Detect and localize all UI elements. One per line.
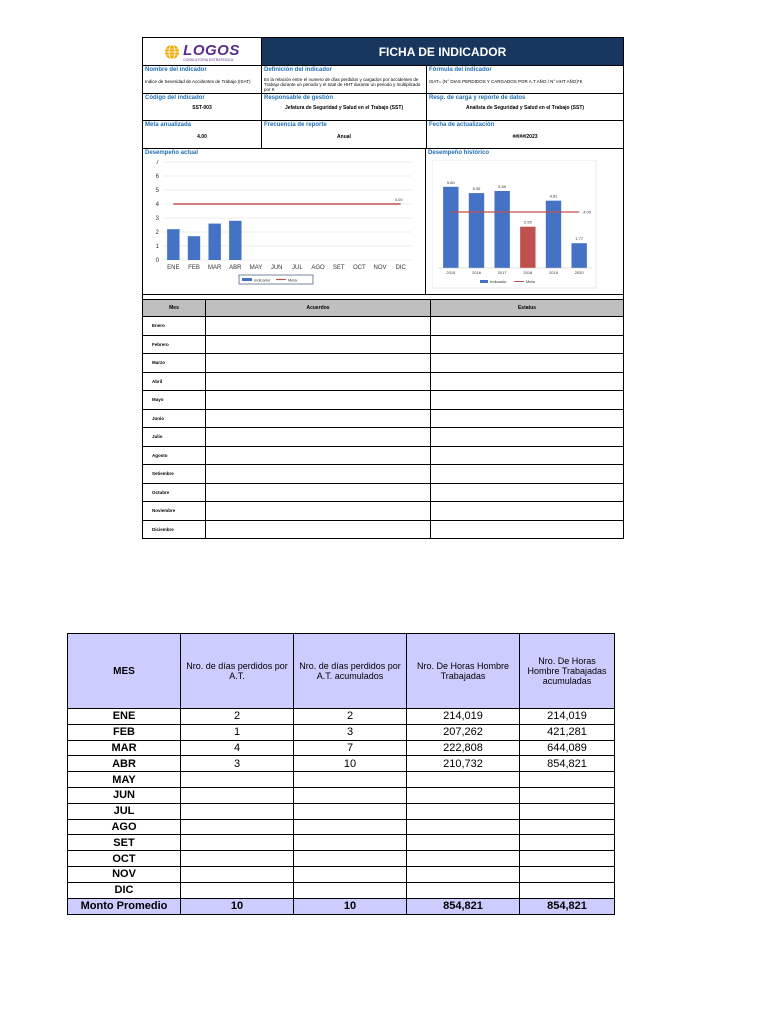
bar [469, 193, 484, 268]
bar-data-label: 5.80 [446, 179, 455, 185]
legend-label-meta: Meta [288, 277, 297, 283]
logo [143, 38, 262, 65]
detalle-header-hht-acum: Nro. De Horas Hombre Trabajadas acumuladas [520, 634, 615, 709]
acuerdos-cell[interactable] [206, 354, 431, 373]
x-tick-label: OCT [352, 265, 366, 271]
acuerdos-month: Julio [143, 428, 206, 447]
detalle-header-dias: Nro. de días perdidos por A.T. [181, 634, 294, 709]
y-tick-label: 6 [155, 174, 159, 180]
acuerdos-header-mes: Mes [143, 300, 206, 317]
fecha-label: Fecha de actualización [429, 122, 495, 128]
detalle-cell [294, 772, 407, 788]
acuerdos-row [143, 372, 624, 391]
acuerdos-row [143, 391, 624, 410]
bar [546, 201, 561, 268]
nombre-value: Indice de Severidad de Accidentes de Trabajo (ISAT) [145, 79, 251, 84]
acuerdos-month: Noviembre [143, 502, 206, 521]
x-tick-label: AGO [311, 265, 325, 271]
desempeno-historico-cell [426, 149, 623, 294]
detalle-cell [181, 787, 294, 803]
detalle-cell [520, 803, 615, 819]
acuerdos-month: Febrero [143, 335, 206, 354]
acuerdos-row [143, 317, 624, 336]
acuerdos-cell[interactable] [206, 317, 431, 336]
detalle-cell: 2 [294, 709, 407, 725]
charts-row [142, 149, 624, 295]
acuerdos-month: Agosto [143, 446, 206, 465]
detalle-row [68, 772, 615, 788]
acuerdos-cell[interactable] [206, 391, 431, 410]
estatus-cell[interactable] [431, 483, 624, 502]
frecuencia-value: Anual [337, 134, 351, 140]
nombre-cell [143, 66, 262, 93]
total-label: Monto Promedio [68, 898, 181, 914]
detalle-row [68, 835, 615, 851]
detalle-row [68, 787, 615, 803]
detalle-row [68, 866, 615, 882]
acuerdos-row [143, 502, 624, 521]
definicion-label: Definición del indicador [264, 67, 333, 73]
detalle-header-hht: Nro. De Horas Hombre Trabajadas [407, 634, 520, 709]
formula-cell [427, 66, 623, 93]
x-tick-label: 2016 [472, 270, 481, 275]
sheet-title: FICHA DE INDICADOR [262, 38, 623, 65]
bar [494, 191, 509, 268]
x-tick-label: 2018 [523, 270, 533, 275]
indicator-sheet [142, 37, 624, 539]
x-tick-label: ABR [229, 265, 242, 271]
detalle-cell [520, 819, 615, 835]
detalle-cell [407, 866, 520, 882]
estatus-cell[interactable] [431, 372, 624, 391]
acuerdos-cell[interactable] [206, 335, 431, 354]
estatus-cell[interactable] [431, 446, 624, 465]
carga-label: Resp. de carga y reporte de datos [429, 95, 526, 101]
info-row-1 [142, 66, 624, 94]
estatus-cell[interactable] [431, 520, 624, 539]
detalle-cell [294, 882, 407, 898]
historical-performance-chart [432, 160, 598, 290]
detalle-cell [520, 835, 615, 851]
detalle-cell: 2 [181, 709, 294, 725]
detalle-row [68, 819, 615, 835]
acuerdos-month: Abril [143, 372, 206, 391]
detalle-row [68, 803, 615, 819]
detalle-cell: 854,821 [520, 756, 615, 772]
meta-value: 4.00 [197, 134, 207, 140]
bar [167, 229, 179, 260]
detalle-header-dias-acum: Nro. de días perdidos por A.T. acumulados [294, 634, 407, 709]
x-tick-label: MAR [207, 265, 222, 271]
bar [443, 187, 458, 268]
detalle-total-row [68, 898, 615, 914]
meta-label: Meta anualizada [145, 122, 192, 128]
detalle-month: NOV [68, 866, 181, 882]
y-tick-label: 5 [155, 188, 159, 194]
acuerdos-cell[interactable] [206, 372, 431, 391]
detalle-cell [181, 819, 294, 835]
formula-label: Fórmula del indicador [429, 67, 492, 73]
detalle-cell [407, 851, 520, 867]
acuerdos-month: Diciembre [143, 520, 206, 539]
desempeno-historico-label: Desempeño histórico [428, 150, 490, 156]
acuerdos-cell[interactable] [206, 483, 431, 502]
detalle-cell [407, 803, 520, 819]
formula-value: ISAT= (N° DIAS PERDIDOS Y CARGADOS POR A.T AÑO / N° HHT AÑO)*K [429, 79, 583, 84]
detalle-cell [294, 835, 407, 851]
acuerdos-row [143, 354, 624, 373]
detalle-cell: 214,019 [520, 709, 615, 725]
detalle-cell [520, 772, 615, 788]
codigo-cell [143, 94, 262, 120]
acuerdos-month: Enero [143, 317, 206, 336]
detalle-cell [520, 866, 615, 882]
legend-swatch-indicador [480, 280, 488, 283]
detalle-cell: 644,089 [520, 740, 615, 756]
bar-data-label: 5.50 [498, 184, 507, 189]
acuerdos-header-acuerdos: Acuerdos [206, 300, 431, 317]
detalle-cell: 3 [181, 756, 294, 772]
fecha-cell [427, 121, 623, 148]
total-cell: 10 [294, 898, 407, 914]
detalle-row [68, 851, 615, 867]
detalle-cell [294, 819, 407, 835]
acuerdos-month: Mayo [143, 391, 206, 410]
detalle-row [68, 709, 615, 725]
legend-swatch-indicador [242, 278, 252, 281]
current-performance-chart [149, 160, 419, 292]
acuerdos-month: Octubre [143, 483, 206, 502]
legend-label-indicador: Indicador [254, 277, 271, 283]
estatus-cell[interactable] [431, 317, 624, 336]
legend-label-meta: Meta [526, 279, 535, 284]
x-tick-label: ENE [167, 265, 180, 271]
detalle-cell: 421,281 [520, 724, 615, 740]
y-tick-label: 4 [155, 202, 159, 208]
estatus-cell[interactable] [431, 428, 624, 447]
acuerdos-cell[interactable] [206, 409, 431, 428]
detalle-cell: 207,262 [407, 724, 520, 740]
detalle-cell: 10 [294, 756, 407, 772]
acuerdos-row [143, 465, 624, 484]
acuerdos-cell[interactable] [206, 465, 431, 484]
total-cell: 854,821 [407, 898, 520, 914]
detalle-month: FEB [68, 724, 181, 740]
detalle-row [68, 724, 615, 740]
x-tick-label: JUL [291, 265, 303, 271]
bar-data-label: 4.81 [549, 193, 558, 199]
x-tick-label: MAY [249, 265, 263, 271]
detalle-cell: 222,808 [407, 740, 520, 756]
acuerdos-row [143, 409, 624, 428]
carga-cell [427, 94, 623, 120]
detalle-cell: 1 [181, 724, 294, 740]
detalle-table [67, 633, 615, 915]
detalle-cell [294, 787, 407, 803]
x-tick-label: 2019 [549, 270, 558, 275]
detalle-cell [407, 772, 520, 788]
sheet-header [142, 37, 624, 66]
acuerdos-row [143, 428, 624, 447]
y-tick-label: 1 [155, 244, 159, 250]
estatus-cell[interactable] [431, 354, 624, 373]
bar-data-label: 2.95 [523, 219, 532, 225]
detalle-month: ENE [68, 709, 181, 725]
x-tick-label: SET [332, 265, 345, 271]
x-tick-label: 2015 [446, 270, 456, 275]
detalle-cell [294, 803, 407, 819]
detalle-cell [294, 866, 407, 882]
detalle-cell: 4 [181, 740, 294, 756]
x-tick-label: FEB [188, 265, 200, 271]
responsable-label: Responsable de gestión [264, 95, 334, 101]
detalle-month: JUL [68, 803, 181, 819]
detalle-row [68, 740, 615, 756]
fecha-value: ##/##/2023 [512, 134, 538, 140]
detalle-cell [181, 772, 294, 788]
acuerdos-row [143, 335, 624, 354]
detalle-cell: 210,732 [407, 756, 520, 772]
responsable-value: Jefatura de Seguridad y Salud en el Trabajo (SST) [284, 105, 404, 111]
x-tick-label: 2017 [497, 270, 507, 275]
detalle-month: AGO [68, 819, 181, 835]
detalle-month: SET [68, 835, 181, 851]
detalle-month: MAY [68, 772, 181, 788]
y-tick-label: 3 [155, 216, 159, 222]
detalle-cell: 214,019 [407, 709, 520, 725]
x-tick-label: 2020 [574, 270, 584, 275]
estatus-cell[interactable] [431, 502, 624, 521]
meta-cell [143, 121, 262, 148]
codigo-label: Código del indicador [145, 95, 205, 101]
total-cell: 10 [181, 898, 294, 914]
detalle-cell [407, 882, 520, 898]
detalle-cell [520, 787, 615, 803]
estatus-cell[interactable] [431, 335, 624, 354]
detalle-cell [181, 866, 294, 882]
detalle-cell: 3 [294, 724, 407, 740]
detalle-month: JUN [68, 787, 181, 803]
acuerdos-month: Setiembre [143, 465, 206, 484]
detalle-month: ABR [68, 756, 181, 772]
detalle-header-mes: MES [68, 634, 181, 709]
detalle-row [68, 756, 615, 772]
total-cell: 854,821 [520, 898, 615, 914]
acuerdos-cell[interactable] [206, 428, 431, 447]
detalle-month: DIC [68, 882, 181, 898]
acuerdos-row [143, 520, 624, 539]
acuerdos-table [142, 299, 624, 539]
acuerdos-cell[interactable] [206, 446, 431, 465]
acuerdos-header-row [143, 300, 624, 317]
acuerdos-row [143, 483, 624, 502]
x-tick-label: NOV [373, 265, 387, 271]
detalle-cell [181, 882, 294, 898]
definicion-value: Es la relación entre el numero de días perdidos y cargados por accidentes de Trabajo durante un periodo y el total de HHT durante un periodo y multiplicado por K [264, 77, 421, 92]
bar [520, 227, 535, 268]
detalle-cell [407, 835, 520, 851]
x-tick-label: DIC [395, 265, 406, 271]
detalle-cell [520, 882, 615, 898]
detalle-cell [181, 803, 294, 819]
detalle-row [68, 882, 615, 898]
detalle-month: OCT [68, 851, 181, 867]
bar-data-label: 5.35 [472, 186, 481, 192]
detalle-cell [407, 787, 520, 803]
detalle-cell [181, 835, 294, 851]
carga-value: Analista de Seguridad y Salud en el Trabajo (SST) [465, 105, 585, 111]
y-tick-label: 0 [155, 258, 159, 264]
info-row-2 [142, 94, 624, 121]
bar [571, 243, 586, 268]
estatus-cell[interactable] [431, 391, 624, 410]
detalle-cell [294, 851, 407, 867]
acuerdos-month: Junio [143, 409, 206, 428]
bar [229, 221, 241, 260]
acuerdos-header-estatus: Estatus [431, 300, 624, 317]
nombre-label: Nombre del indicador [145, 67, 207, 73]
x-tick-label: JUN [270, 265, 283, 271]
detalle-cell [407, 819, 520, 835]
definicion-cell [262, 66, 427, 93]
meta-data-label: 4.00 [394, 197, 403, 202]
frecuencia-label: Frecuencia de reporte [264, 122, 327, 128]
acuerdos-cell[interactable] [206, 520, 431, 539]
estatus-cell[interactable] [431, 409, 624, 428]
y-tick-label: 2 [155, 230, 159, 236]
frecuencia-cell [262, 121, 427, 148]
acuerdos-month: Marzo [143, 354, 206, 373]
bar [188, 236, 200, 260]
detalle-cell [520, 851, 615, 867]
detalle-month: MAR [68, 740, 181, 756]
legend-label-indicador: Indicador [490, 279, 507, 284]
logo-subtitle: CONSULTORIA ESTRATEGICA [183, 57, 234, 62]
desempeno-actual-label: Desempeño actual [145, 150, 199, 156]
y-tick-label: 7 [155, 160, 159, 166]
globe-icon [164, 44, 180, 60]
codigo-value: SST-003 [192, 105, 212, 111]
detalle-cell [181, 851, 294, 867]
bar-data-label: 1.77 [575, 236, 584, 242]
meta-data-label: 4.00 [583, 209, 591, 215]
bar [208, 224, 220, 260]
acuerdos-row [143, 446, 624, 465]
logo-text: LOGOS [183, 41, 240, 59]
desempeno-actual-cell [143, 149, 426, 294]
detalle-cell: 7 [294, 740, 407, 756]
estatus-cell[interactable] [431, 465, 624, 484]
responsable-cell [262, 94, 427, 120]
acuerdos-cell[interactable] [206, 502, 431, 521]
info-row-3 [142, 121, 624, 149]
detalle-header-row [68, 634, 615, 709]
